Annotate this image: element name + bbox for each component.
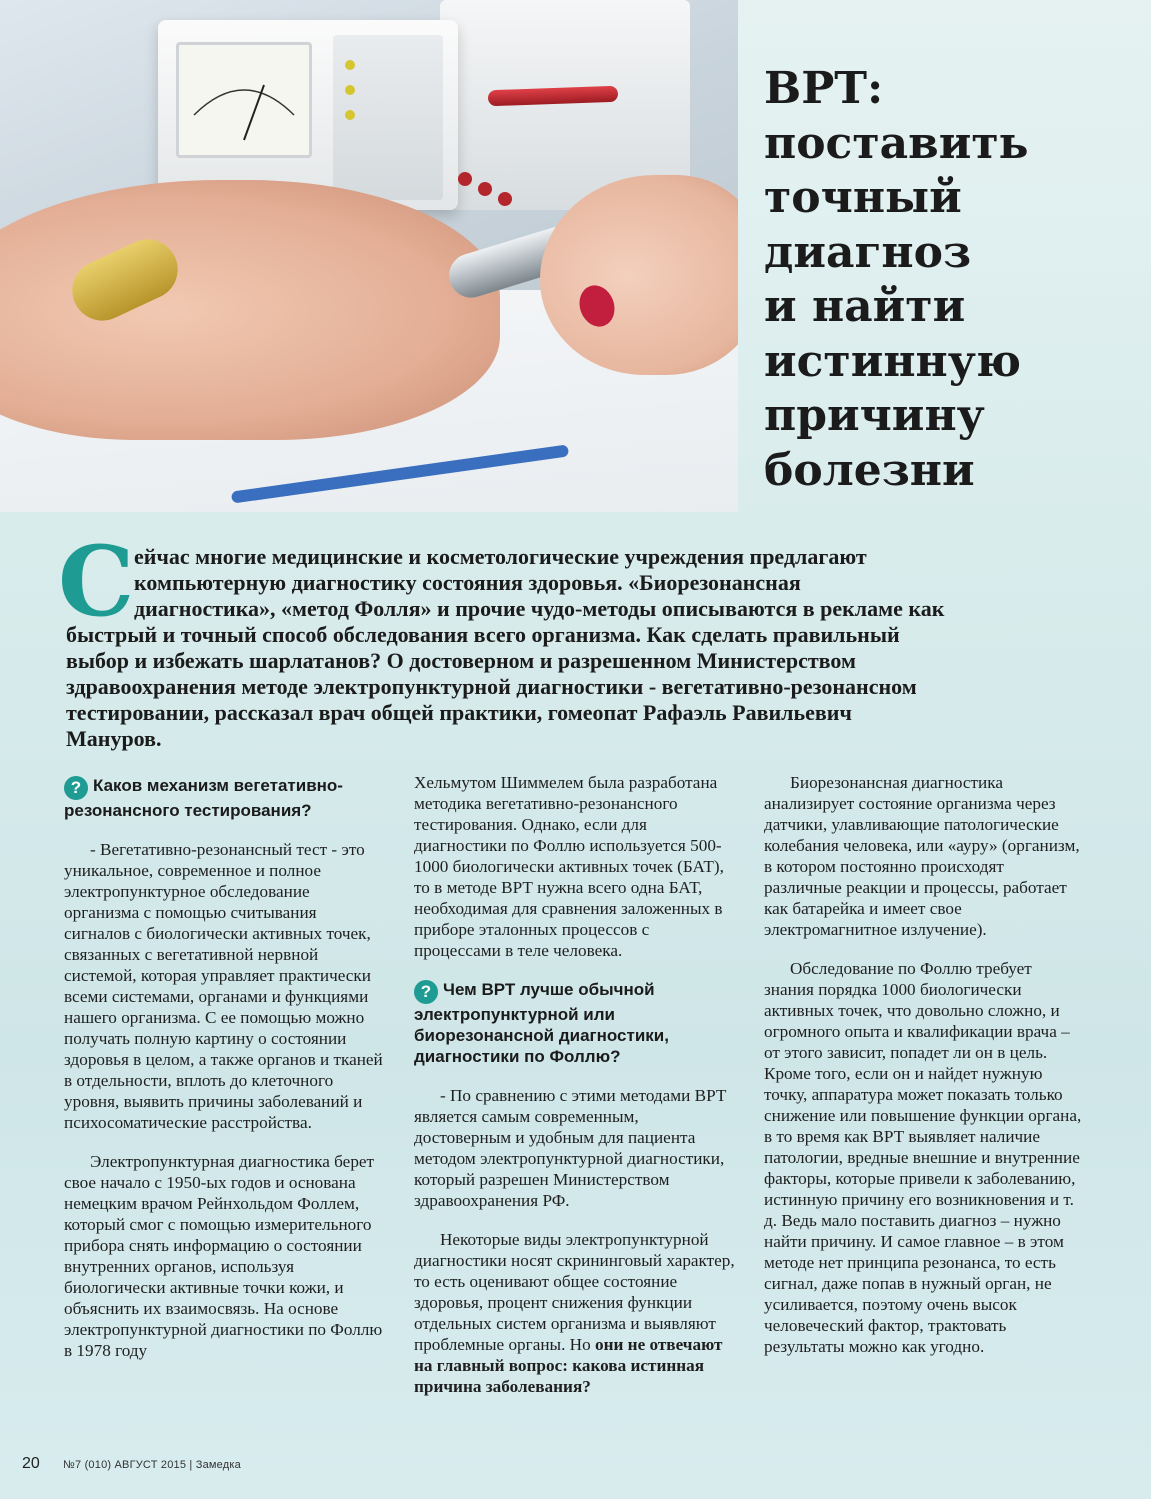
article-title: ВРТ: поставить точный диагноз и найти истинную причину болезни [764, 63, 1029, 496]
lead-line: ейчас многие медицинские и косметологические учреждения предлагают [134, 544, 867, 569]
device-panel [333, 35, 443, 200]
subheading [64, 775, 386, 821]
subheading [414, 979, 738, 1067]
paragraph: - По сравнению с этими методами ВРТ является самым современным, достоверным и удобным для пациента методом электропунктурной диагностики, который разрешен Министерством здравоохранения РФ. [414, 1086, 727, 1210]
lead-line: выбор и избежать шарлатанов? О достоверном и разрешенном Министерством [66, 648, 856, 673]
patient-hand [0, 180, 500, 440]
question-icon: ? [64, 776, 88, 800]
lead-line: тестировании, рассказал врач общей практики, гомеопат Рафаэль Равильевич [66, 700, 852, 725]
lead-line: диагностика», «метод Фолля» и прочие чудо-методы описываются в рекламе как [134, 596, 945, 621]
led-indicator [345, 110, 355, 120]
lead-line: быстрый и точный способ обследования всего организма. Как сделать правильный [66, 622, 900, 647]
column-2 [414, 772, 738, 1415]
paragraph: Обследование по Фоллю требует знания порядка 1000 биологически активных точек, что довольно сложно, и огромного опыта и квалификации врача – от этого зависит, попадет ли он в цель. Кроме того, если он и найдет нужную точку, аппаратура может показать только снижение или повышение функции органа, в то время как ВРТ выявляет наличие патологии, вредные внешние и внутренние факторы, которые привели к заболеванию, истинную причину его возникновения и т. д. Ведь мало поставить диагноз – нужно найти причину. И самое главное – в этом методе нет принципа резонанса, то есть сигнал, даже попав в нужный орган, не усиливается, поэтому очень высок человеческий фактор, трактовать результаты можно как угодно. [764, 959, 1082, 1356]
drop-cap: С [58, 525, 135, 638]
led-indicator [345, 85, 355, 95]
lead-line: Мануров. [66, 726, 162, 751]
paragraph: - Вегетативно-резонансный тест - это уникальное, современное и полное электропунктурное обследование организма с помощью считывания сигналов с биологически активных точек, связанных с вегетативной нервной системой, которая управляет практически всеми системами, органами и функциями нашего организма. С ее помощью можно получать полную картину о состоянии здоровья в целом, а также органов и тканей в отдельности, вплоть до клеточного уровня, выявить причины заболеваний и психосоматические расстройства. [64, 840, 383, 1132]
lead-line: компьютерную диагностику состояния здоровья. «Биорезонансная [134, 570, 801, 595]
lead-line: здравоохранения методе электропунктурной диагностики - вегетативно-резонансном [66, 674, 917, 699]
device-knob [478, 182, 492, 196]
subheading-text: Каков механизм вегетативно-резонансного тестирования? [64, 776, 343, 820]
paragraph [414, 1229, 738, 1397]
paragraph: Электропунктурная диагностика берет свое начало с 1950-ых годов и основана немецким врачом Рейнхольдом Фоллем, который смог с помощью измерительного прибора снять информацию о состоянии внутренних органов, используя биологически активные точки кожи, и объяснить их взаимосвязь. На основе электропунктурной диагностики по Фоллю в 1978 году [64, 1152, 383, 1360]
led-indicator [345, 60, 355, 70]
hero-photo [0, 0, 738, 512]
paragraph-text: Некоторые виды электропунктурной диагностики носят скрининговый характер, то есть оценивают общее состояние здоровья, процент снижения функции отдельных систем организма и выявляют проблемные органы. Но [414, 1230, 735, 1354]
device-knob [458, 172, 472, 186]
subheading-text: Чем ВРТ лучше обычной электропунктурной или биорезонансной диагностики, диагностики по Фоллю? [414, 980, 669, 1066]
device-knob [498, 192, 512, 206]
page-number: 20 [22, 1455, 40, 1472]
gauge-dial [176, 42, 312, 158]
bold-text: они не отвечают на главный вопрос: какова истинная причина заболевания? [414, 1335, 723, 1396]
paragraph: Биорезонансная диагностика анализирует состояние организма через датчики, улавливающие патологические колебания человека, или «ауру» (организм, в котором постоянно происходят различные реакции и процессы, работает как батарейка и имеет свое электромагнитное излучение). [764, 773, 1080, 939]
column-3 [764, 772, 1086, 1375]
issue-info: №7 (010) АВГУСТ 2015 | Замедка [63, 1459, 241, 1471]
paragraph: Хельмутом Шиммелем была разработана методика вегетативно-резонансного тестирования. Однако, если для диагностики по Фоллю используется 500-1000 биологически активных точек (БАТ), то в методе ВРТ нужна всего одна БАТ, необходимая для сравнения заложенных в приборе эталонных процессов с процессами в теле человека. [414, 773, 724, 960]
gauge-needle-icon [179, 45, 309, 155]
question-icon: ? [414, 980, 438, 1004]
column-1 [64, 775, 386, 1379]
